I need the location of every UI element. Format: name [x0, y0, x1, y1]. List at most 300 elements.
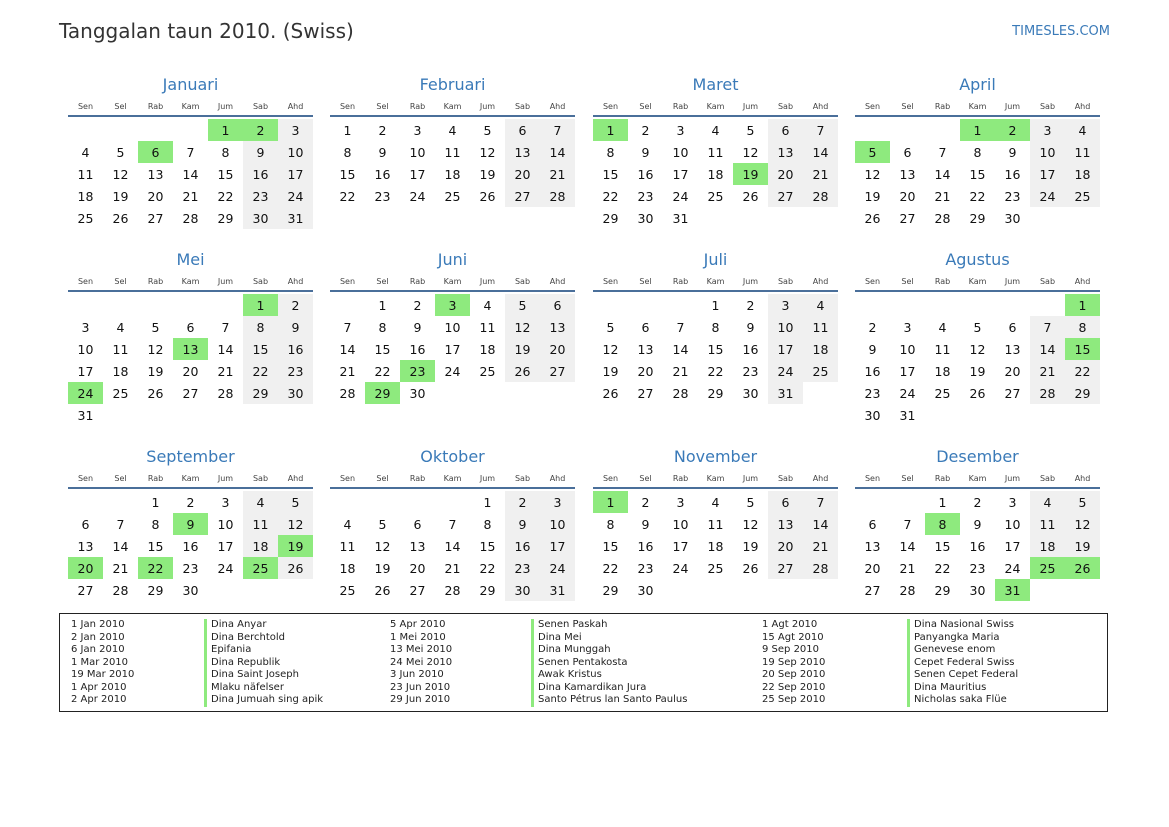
day-cell: 13	[768, 513, 803, 535]
legend-holiday-name: Dina Nasional Swiss	[907, 619, 1018, 632]
empty-cell	[890, 491, 925, 513]
day-cell: 23	[637, 188, 654, 204]
day-cell: 14	[540, 141, 575, 163]
day-cell: 6	[768, 119, 803, 141]
day-cell: 30	[1004, 210, 1021, 226]
weekday-label: Sen	[602, 474, 619, 483]
weekday-header	[593, 98, 838, 117]
weekday-label: Ahd	[812, 102, 829, 111]
day-cell: 7	[1030, 316, 1065, 338]
day-cell: 14	[444, 538, 461, 554]
day-cell: 7	[803, 119, 838, 141]
day-cell: 10	[672, 144, 689, 160]
day-cell: 20	[182, 363, 199, 379]
day-cell: 14	[899, 538, 916, 554]
day-cell: 20	[768, 535, 803, 557]
month-title: September	[146, 447, 235, 466]
day-cell: 22	[243, 360, 278, 382]
day-cell: 6	[641, 319, 650, 335]
weekday-label: Rab	[409, 277, 426, 286]
empty-cell	[925, 119, 960, 141]
day-cell: 9	[278, 316, 313, 338]
day-cell: 11	[1065, 141, 1100, 163]
weekday-label: Rab	[409, 102, 426, 111]
weekday-label: Kam	[443, 277, 462, 286]
day-cell: 4	[938, 319, 947, 335]
day-grid	[68, 119, 313, 229]
weekday-label: Sab	[514, 102, 531, 111]
day-cell: 23	[278, 360, 313, 382]
day-cell: 10	[768, 316, 803, 338]
day-cell: 28	[339, 385, 356, 401]
day-cell: 23	[243, 185, 278, 207]
empty-cell	[855, 119, 890, 141]
empty-cell	[400, 491, 435, 513]
day-cell: 27	[768, 185, 803, 207]
day-cell: 14	[217, 341, 234, 357]
day-cell: 11	[479, 319, 496, 335]
day-cell: 2	[186, 494, 195, 510]
weekday-label: Sab	[252, 474, 269, 483]
legend-holiday-name: Cepet Federal Swiss	[907, 657, 1018, 670]
empty-cell	[103, 491, 138, 513]
weekday-label: Rab	[934, 102, 951, 111]
weekday-header	[855, 273, 1100, 292]
day-cell: 12	[1065, 513, 1100, 535]
day-cell: 21	[803, 535, 838, 557]
day-cell: 26	[147, 385, 164, 401]
page-title: Tanggalan taun 2010. (Swiss)	[59, 19, 354, 43]
day-cell: 22	[374, 363, 391, 379]
legend-date: 5 Apr 2010	[390, 619, 446, 630]
holiday-day-cell: 26	[1065, 557, 1100, 579]
day-cell: 31	[278, 207, 313, 229]
legend-date: 9 Sep 2010	[762, 644, 820, 655]
day-cell: 7	[343, 319, 352, 335]
month-mei	[68, 247, 313, 426]
holiday-day-cell: 5	[855, 141, 890, 163]
day-cell: 8	[711, 319, 720, 335]
day-cell: 1	[151, 494, 160, 510]
weekday-label: Sen	[339, 102, 356, 111]
legend-col-2-names	[531, 619, 687, 707]
day-cell: 13	[1004, 341, 1021, 357]
day-cell: 26	[742, 188, 759, 204]
weekday-label: Ahd	[1074, 474, 1091, 483]
empty-cell	[103, 119, 138, 141]
day-cell: 5	[378, 516, 387, 532]
weekday-label: Rab	[147, 277, 164, 286]
holiday-day-cell: 2	[995, 119, 1030, 141]
weekday-label: Rab	[409, 474, 426, 483]
legend-holiday-name: Genevese enom	[907, 644, 1018, 657]
holiday-day-cell: 19	[733, 163, 768, 185]
day-cell: 10	[1004, 516, 1021, 532]
weekday-label: Sen	[77, 474, 94, 483]
weekday-label: Sel	[639, 277, 652, 286]
weekday-label: Sab	[1039, 277, 1056, 286]
weekday-label: Ahd	[287, 277, 304, 286]
day-cell: 18	[479, 341, 496, 357]
weekday-label: Sel	[114, 102, 127, 111]
month-title: Maret	[692, 75, 739, 94]
month-title: April	[959, 75, 996, 94]
day-cell: 26	[742, 560, 759, 576]
legend-holiday-name: Santo Pétrus lan Santo Paulus	[531, 694, 687, 707]
day-cell: 13	[899, 166, 916, 182]
day-cell: 5	[483, 122, 492, 138]
day-cell: 9	[868, 341, 877, 357]
weekday-label: Sen	[77, 277, 94, 286]
day-cell: 12	[602, 341, 619, 357]
day-cell: 26	[112, 210, 129, 226]
day-cell: 25	[479, 363, 496, 379]
day-cell: 2	[641, 494, 650, 510]
day-cell: 25	[707, 188, 724, 204]
legend-holiday-name: Dina Republik	[204, 657, 323, 670]
day-cell: 31	[768, 382, 803, 404]
day-cell: 3	[768, 294, 803, 316]
month-title: Oktober	[420, 447, 485, 466]
empty-cell	[890, 119, 925, 141]
weekday-label: Ahd	[1074, 102, 1091, 111]
day-cell: 31	[672, 210, 689, 226]
day-cell: 30	[637, 210, 654, 226]
day-cell: 20	[505, 163, 540, 185]
day-cell: 13	[77, 538, 94, 554]
weekday-label: Sen	[864, 277, 881, 286]
day-cell: 24	[1030, 185, 1065, 207]
day-cell: 2	[278, 294, 313, 316]
day-cell: 15	[374, 341, 391, 357]
day-cell: 27	[540, 360, 575, 382]
day-cell: 6	[1008, 319, 1017, 335]
day-cell: 19	[864, 188, 881, 204]
weekday-label: Kam	[706, 474, 725, 483]
day-cell: 28	[803, 185, 838, 207]
month-title: Februari	[419, 75, 486, 94]
day-cell: 8	[243, 316, 278, 338]
weekday-label: Ahd	[287, 474, 304, 483]
day-cell: 15	[339, 166, 356, 182]
holiday-day-cell: 25	[1030, 557, 1065, 579]
day-cell: 4	[243, 491, 278, 513]
day-cell: 12	[374, 538, 391, 554]
day-cell: 17	[672, 166, 689, 182]
day-cell: 9	[641, 516, 650, 532]
day-grid	[855, 294, 1100, 426]
weekday-label: Sab	[252, 277, 269, 286]
day-cell: 16	[742, 341, 759, 357]
legend-date: 1 Mei 2010	[390, 631, 446, 643]
day-cell: 22	[934, 560, 951, 576]
weekday-label: Sel	[376, 277, 389, 286]
weekday-label: Sel	[376, 102, 389, 111]
day-cell: 23	[864, 385, 881, 401]
weekday-label: Ahd	[549, 474, 566, 483]
day-cell: 28	[540, 185, 575, 207]
legend-col-3-names	[907, 619, 1018, 707]
legend-col-1-names	[204, 619, 323, 707]
legend-date: 29 Jun 2010	[390, 694, 451, 705]
day-cell: 8	[343, 144, 352, 160]
weekday-label: Sel	[114, 277, 127, 286]
day-cell: 11	[1030, 513, 1065, 535]
day-grid	[68, 294, 313, 426]
weekday-label: Rab	[672, 474, 689, 483]
weekday-label: Sab	[777, 102, 794, 111]
month-september	[68, 444, 313, 601]
day-cell: 20	[899, 188, 916, 204]
day-cell: 16	[505, 535, 540, 557]
day-cell: 20	[409, 560, 426, 576]
day-cell: 18	[77, 188, 94, 204]
day-cell: 18	[339, 560, 356, 576]
day-cell: 23	[374, 188, 391, 204]
day-cell: 7	[448, 516, 457, 532]
day-cell: 20	[768, 163, 803, 185]
day-cell: 15	[934, 538, 951, 554]
day-cell: 27	[637, 385, 654, 401]
day-cell: 28	[112, 582, 129, 598]
legend-col-1-dates	[71, 619, 134, 707]
legend-date: 2 Apr 2010	[71, 694, 127, 705]
empty-cell	[925, 294, 960, 316]
weekday-label: Sel	[376, 474, 389, 483]
empty-cell	[365, 491, 400, 513]
day-cell: 15	[147, 538, 164, 554]
month-februari	[330, 72, 575, 207]
day-cell: 6	[81, 516, 90, 532]
weekday-label: Sel	[901, 102, 914, 111]
day-cell: 5	[746, 122, 755, 138]
day-cell: 1	[483, 494, 492, 510]
day-cell: 30	[637, 582, 654, 598]
day-cell: 15	[217, 166, 234, 182]
day-cell: 8	[151, 516, 160, 532]
weekday-header	[593, 470, 838, 489]
day-cell: 14	[182, 166, 199, 182]
empty-cell	[103, 294, 138, 316]
day-cell: 21	[672, 363, 689, 379]
day-cell: 17	[444, 341, 461, 357]
day-cell: 15	[602, 538, 619, 554]
legend-date: 2 Jan 2010	[71, 631, 125, 643]
empty-cell	[138, 294, 173, 316]
day-cell: 22	[969, 188, 986, 204]
empty-cell	[173, 294, 208, 316]
day-cell: 30	[278, 382, 313, 404]
day-cell: 31	[77, 407, 94, 423]
day-cell: 20	[864, 560, 881, 576]
legend-col-2-dates	[390, 619, 452, 707]
legend-date: 6 Jan 2010	[71, 644, 125, 655]
weekday-label: Sab	[252, 102, 269, 111]
holiday-day-cell: 1	[593, 491, 628, 513]
day-cell: 18	[707, 166, 724, 182]
day-cell: 23	[505, 557, 540, 579]
day-cell: 16	[637, 538, 654, 554]
day-cell: 24	[217, 560, 234, 576]
day-cell: 8	[973, 144, 982, 160]
day-cell: 17	[672, 538, 689, 554]
day-cell: 29	[969, 210, 986, 226]
day-cell: 11	[112, 341, 129, 357]
weekday-header	[68, 273, 313, 292]
legend-holiday-name: Senen Pentakosta	[531, 657, 687, 670]
day-cell: 20	[540, 338, 575, 360]
holiday-day-cell: 1	[243, 294, 278, 316]
legend-holiday-name: Dina Mauritius	[907, 682, 1018, 695]
day-cell: 2	[746, 297, 755, 313]
empty-cell	[330, 491, 365, 513]
day-cell: 9	[413, 319, 422, 335]
month-title: November	[673, 447, 758, 466]
day-cell: 10	[540, 513, 575, 535]
weekday-label: Jum	[1004, 474, 1021, 483]
day-cell: 18	[243, 535, 278, 557]
weekday-label: Sel	[639, 102, 652, 111]
weekday-label: Jum	[1004, 277, 1021, 286]
holiday-day-cell: 1	[1065, 294, 1100, 316]
legend-date: 1 Apr 2010	[71, 681, 127, 693]
day-cell: 22	[1065, 360, 1100, 382]
weekday-label: Kam	[181, 474, 200, 483]
empty-cell	[593, 294, 628, 316]
day-grid	[593, 119, 838, 229]
day-cell: 21	[934, 188, 951, 204]
legend-col-3-dates	[762, 619, 825, 707]
day-grid	[330, 294, 575, 404]
day-cell: 18	[1065, 163, 1100, 185]
day-cell: 26	[602, 385, 619, 401]
day-cell: 28	[672, 385, 689, 401]
empty-cell	[628, 294, 663, 316]
weekday-label: Sel	[901, 474, 914, 483]
day-cell: 11	[339, 538, 356, 554]
month-november	[593, 444, 838, 601]
day-cell: 14	[112, 538, 129, 554]
day-grid	[330, 119, 575, 207]
month-agustus	[855, 247, 1100, 426]
day-cell: 25	[77, 210, 94, 226]
day-cell: 28	[899, 582, 916, 598]
day-cell: 11	[444, 144, 461, 160]
day-cell: 24	[1004, 560, 1021, 576]
day-cell: 11	[934, 341, 951, 357]
day-cell: 18	[112, 363, 129, 379]
day-cell: 1	[711, 297, 720, 313]
day-cell: 2	[505, 491, 540, 513]
day-cell: 26	[505, 360, 540, 382]
day-cell: 13	[540, 316, 575, 338]
day-cell: 21	[339, 363, 356, 379]
weekday-label: Jum	[742, 474, 759, 483]
month-title: Januari	[162, 75, 219, 94]
day-cell: 25	[339, 582, 356, 598]
day-cell: 12	[969, 341, 986, 357]
day-cell: 21	[217, 363, 234, 379]
day-cell: 9	[243, 141, 278, 163]
legend-holiday-name: Dina Mei	[531, 632, 687, 645]
day-cell: 14	[1030, 338, 1065, 360]
day-cell: 6	[768, 491, 803, 513]
day-grid	[855, 491, 1100, 601]
day-cell: 10	[1030, 141, 1065, 163]
empty-cell	[855, 294, 890, 316]
day-cell: 26	[278, 557, 313, 579]
weekday-label: Kam	[968, 277, 987, 286]
day-cell: 19	[479, 166, 496, 182]
day-cell: 5	[278, 491, 313, 513]
day-cell: 5	[746, 494, 755, 510]
day-cell: 3	[1008, 494, 1017, 510]
weekday-label: Ahd	[287, 102, 304, 111]
weekday-label: Sen	[339, 277, 356, 286]
day-cell: 25	[1065, 185, 1100, 207]
weekday-label: Ahd	[812, 277, 829, 286]
weekday-label: Kam	[968, 474, 987, 483]
weekday-label: Sab	[1039, 102, 1056, 111]
day-cell: 28	[934, 210, 951, 226]
day-cell: 27	[864, 582, 881, 598]
day-cell: 24	[768, 360, 803, 382]
weekday-header	[68, 470, 313, 489]
day-cell: 29	[602, 582, 619, 598]
site-link[interactable]: TIMESLES.COM	[1012, 24, 1110, 39]
day-cell: 27	[768, 557, 803, 579]
day-cell: 21	[803, 163, 838, 185]
empty-cell	[68, 294, 103, 316]
day-cell: 27	[182, 385, 199, 401]
day-cell: 14	[803, 513, 838, 535]
weekday-label: Sen	[77, 102, 94, 111]
weekday-label: Jum	[479, 474, 496, 483]
day-cell: 31	[540, 579, 575, 601]
day-cell: 10	[672, 516, 689, 532]
holiday-day-cell: 24	[68, 382, 103, 404]
day-cell: 9	[641, 144, 650, 160]
month-juni	[330, 247, 575, 404]
weekday-label: Rab	[147, 474, 164, 483]
day-cell: 21	[444, 560, 461, 576]
day-cell: 29	[243, 382, 278, 404]
holiday-day-cell: 15	[1065, 338, 1100, 360]
holiday-day-cell: 31	[995, 579, 1030, 601]
day-cell: 29	[479, 582, 496, 598]
day-cell: 16	[278, 338, 313, 360]
day-cell: 17	[217, 538, 234, 554]
weekday-header	[855, 98, 1100, 117]
holiday-day-cell: 1	[960, 119, 995, 141]
day-cell: 15	[479, 538, 496, 554]
day-cell: 12	[112, 166, 129, 182]
day-cell: 26	[374, 582, 391, 598]
day-cell: 3	[1030, 119, 1065, 141]
day-cell: 19	[1065, 535, 1100, 557]
day-cell: 2	[413, 297, 422, 313]
empty-cell	[855, 491, 890, 513]
day-cell: 25	[112, 385, 129, 401]
day-cell: 13	[147, 166, 164, 182]
day-cell: 11	[803, 316, 838, 338]
day-cell: 26	[479, 188, 496, 204]
day-cell: 7	[540, 119, 575, 141]
day-cell: 3	[221, 494, 230, 510]
day-cell: 17	[540, 535, 575, 557]
weekday-label: Sen	[339, 474, 356, 483]
day-cell: 18	[1030, 535, 1065, 557]
